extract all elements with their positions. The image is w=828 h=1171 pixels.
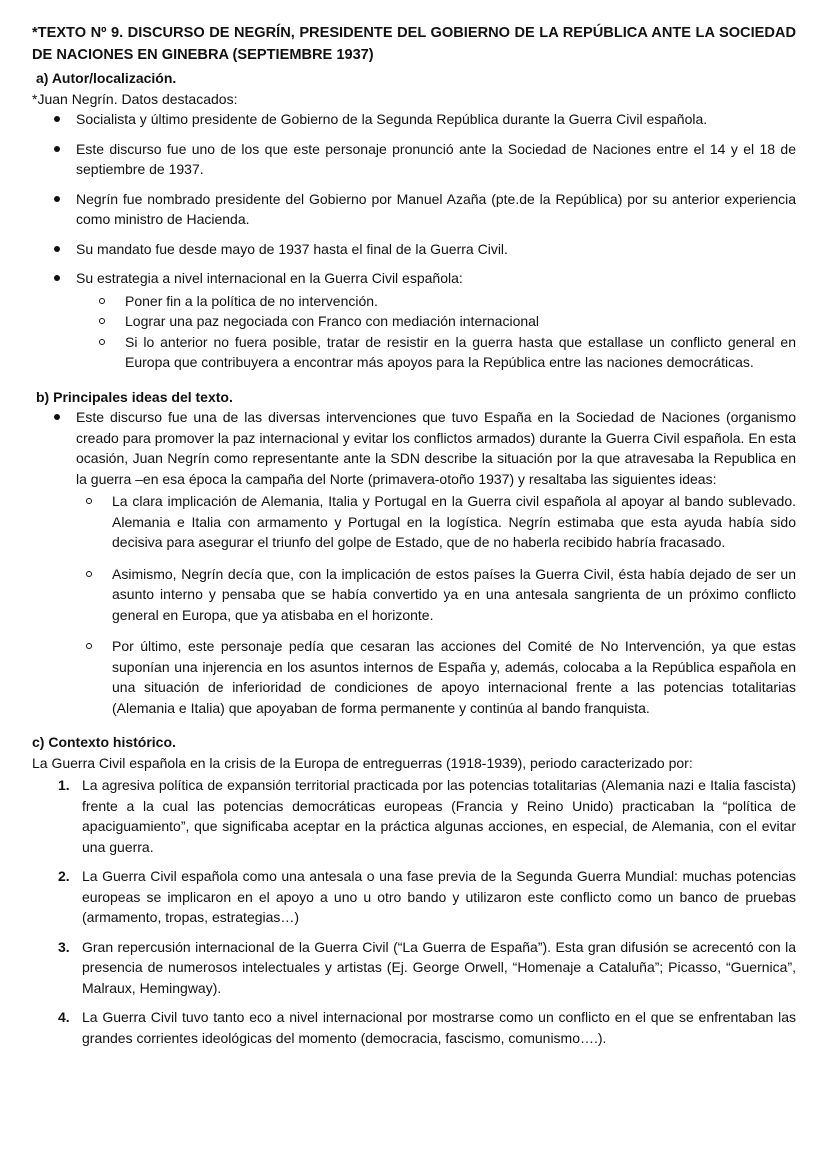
sublist-item bbox=[76, 332, 796, 373]
hollow-bullet-icon bbox=[86, 643, 92, 649]
list-item-text: Su estrategia a nivel internacional en la Guerra Civil española: bbox=[76, 270, 463, 286]
bullet-icon bbox=[54, 116, 60, 122]
sublist-item-text: Lograr una paz negociada con Franco con mediación internacional bbox=[125, 313, 540, 329]
sublist-item-text: La clara implicación de Alemania, Italia y Portugal en la Guerra civil española al apoyar al bando sublevado. Alemania e Italia con armamento y Portugal en la logística. Negrín estimaba que esta ayuda había sido decisiva para asegurar el triunfo del golpe de Estado, que de no haberla recibido habría fracasado. bbox=[112, 493, 796, 550]
item-number: 3. bbox=[58, 938, 70, 955]
bullet-icon bbox=[54, 275, 60, 281]
sublist-item-text: Asimismo, Negrín decía que, con la implicación de estos países la Guerra Civil, ésta había dejado de ser un asunto interno y pensaba que se había convertido ya en una antesala sangrienta de un próximo conflicto general en Europa, que ya atisbaba en el horizonte. bbox=[112, 565, 796, 623]
section-c-intro: La Guerra Civil española en la crisis de la Europa de entreguerras (1918-1939), periodo caracterizado por: bbox=[32, 754, 693, 771]
section-b-bullet-list bbox=[32, 407, 796, 718]
numbered-item bbox=[32, 775, 796, 857]
sublist-item bbox=[76, 291, 796, 312]
numbered-item bbox=[32, 1007, 796, 1048]
numbered-item-text: La Guerra Civil española como una antesala o una fase previa de la Segunda Guerra Mundial: muchas potencias europeas se implicaron en el apoyo a uno u otro bando y utilizaron este conflicto como un banco de pruebas (armamento, tropas, estrategias…) bbox=[82, 868, 796, 925]
sublist-item-text: Por último, este personaje pedía que cesaran las acciones del Comité de No Intervención, ya que estas suponían una injerencia en los asuntos internos de España y, además, colocaba a la República española en una situación de inferioridad de condiciones de apoyo internacional frente a las potencias totalitarias (Alemania e Italia) que apoyaban de forma permanente y continúa al bando franquista. bbox=[112, 638, 796, 716]
hollow-bullet-icon bbox=[86, 498, 92, 504]
list-item bbox=[32, 407, 796, 718]
hollow-bullet-icon bbox=[99, 298, 105, 304]
list-item-text: Su mandato fue desde mayo de 1937 hasta el final de la Guerra Civil. bbox=[76, 240, 508, 257]
sublist-item-text: Si lo anterior no fuera posible, tratar de resistir en la guerra hasta que estallase un conflicto general en Europa que contribuyera a encontrar más apoyos para la República entre las naciones democráticas. bbox=[125, 333, 796, 370]
hollow-bullet-icon bbox=[99, 318, 105, 324]
list-item-text: Socialista y último presidente de Gobierno de la Segunda República durante la Guerra Civil española. bbox=[76, 111, 708, 127]
bullet-icon bbox=[54, 196, 60, 202]
bullet-icon bbox=[54, 146, 60, 152]
ideas-sublist bbox=[76, 491, 796, 718]
list-item bbox=[32, 139, 796, 180]
item-number: 2. bbox=[58, 868, 70, 884]
context-numbered-list bbox=[32, 775, 796, 1048]
section-b-heading: b) Principales ideas del texto. bbox=[36, 388, 233, 405]
strategy-sublist bbox=[76, 291, 796, 373]
item-number: 4. bbox=[58, 1009, 70, 1025]
list-item-text: Este discurso fue uno de los que este personaje pronunció ante la Sociedad de Naciones entre el 14 y el 18 de septiembre de 1937. bbox=[76, 140, 796, 177]
list-item bbox=[32, 239, 796, 260]
bullet-icon bbox=[54, 414, 60, 420]
numbered-item bbox=[32, 866, 796, 928]
bullet-icon bbox=[54, 246, 60, 252]
numbered-item-text: Gran repercusión internacional de la Guerra Civil (“La Guerra de España”). Esta gran difusión se acrecentó con la presencia de numerosos intelectuales y artistas (Ej. George Orwell, “Homenaje a Cataluña”; Picasso, “Guernica”, Malraux, Hemingway). bbox=[82, 938, 796, 996]
sublist-item bbox=[76, 311, 796, 332]
list-item-text: Este discurso fue una de las diversas intervenciones que tuvo España en la Sociedad de Naciones (organismo creado para promover la paz internacional y evitar los conflictos armados) durante la Guerra Civil española. En esta ocasión, Juan Negrín como representante ante la SDN describe la situación por la que atravesaba la Republica en la guerra –en esa época la campaña del Norte (primavera-otoño 1937) y resaltaba las siguientes ideas: bbox=[76, 409, 796, 487]
numbered-item-text: La agresiva política de expansión territorial practicada por las potencias totalitarias (Alemania nazi e Italia fascista) frente a la cual las potencias democráticas europeas (Francia y Reino Unido) practicaban la “política de apaciguamiento”, que significaba aceptar en la práctica algunas acciones, en especial, de Alemania, con el evitar una guerra. bbox=[82, 777, 796, 855]
sublist-item bbox=[76, 491, 796, 553]
sublist-item bbox=[76, 636, 796, 718]
document-title: *TEXTO Nº 9. DISCURSO DE NEGRÍN, PRESIDENTE DEL GOBIERNO DE LA REPÚBLICA ANTE LA SOCIEDAD DE NACIONES EN GINEBRA (SEPTIEMBRE 1937) bbox=[32, 25, 796, 63]
item-number: 1. bbox=[58, 777, 70, 793]
section-a-heading: a) Autor/localización. bbox=[36, 70, 177, 86]
sublist-item bbox=[76, 564, 796, 626]
hollow-bullet-icon bbox=[86, 571, 92, 577]
numbered-item bbox=[32, 937, 796, 999]
section-a-bullet-list bbox=[32, 109, 796, 373]
list-item bbox=[32, 268, 796, 373]
sublist-item-text: Poner fin a la política de no intervención. bbox=[125, 292, 378, 309]
list-item-text: Negrín fue nombrado presidente del Gobierno por Manuel Azaña (pte.de la República) por su anterior experiencia como ministro de Hacienda. bbox=[76, 190, 796, 227]
hollow-bullet-icon bbox=[99, 339, 105, 345]
section-c-heading: c) Contexto histórico. bbox=[32, 734, 176, 750]
list-item bbox=[32, 109, 796, 130]
numbered-item-text: La Guerra Civil tuvo tanto eco a nivel internacional por mostrarse como un conflicto en el que se enfrentaban las grandes corrientes ideológicas del momento (democracia, fascismo, comunismo….). bbox=[82, 1009, 796, 1046]
list-item bbox=[32, 189, 796, 230]
section-a-intro: *Juan Negrín. Datos destacados: bbox=[32, 90, 238, 107]
